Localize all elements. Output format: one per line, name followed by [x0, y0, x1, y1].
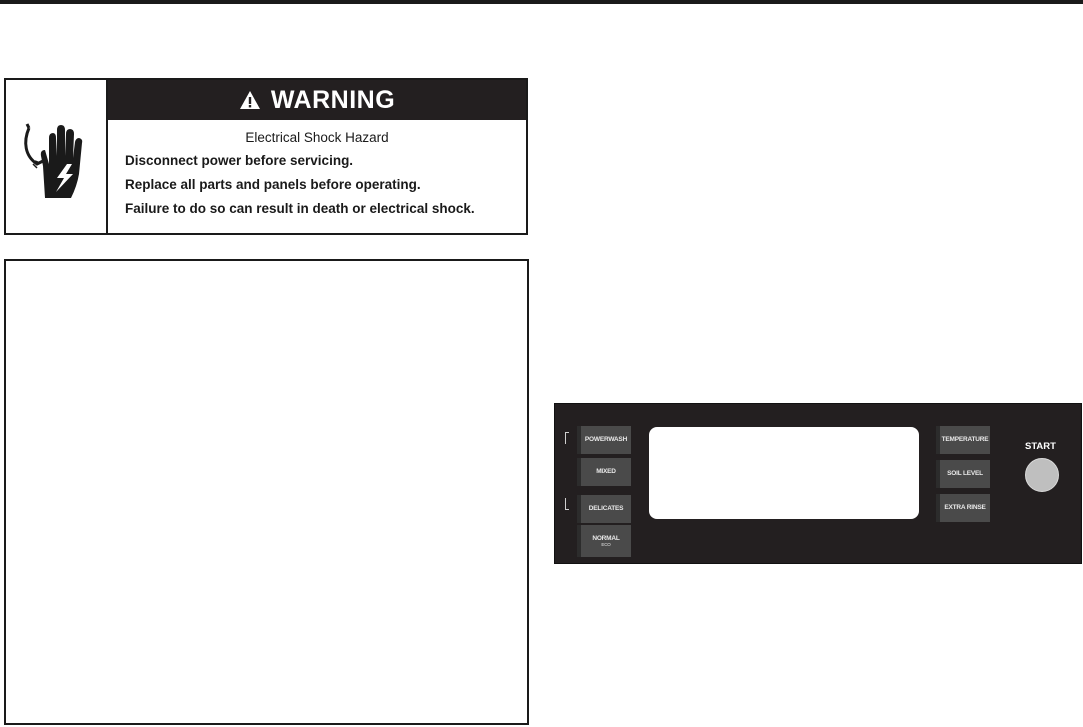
soil-level-label: SOIL LEVEL [947, 470, 983, 478]
display-screen [649, 427, 919, 519]
warning-label [4, 78, 528, 235]
temperature-label: TEMPERATURE [941, 436, 989, 444]
warning-header [108, 80, 526, 120]
powerwash-label: POWERWASH [584, 436, 628, 444]
temperature-button[interactable] [936, 426, 990, 454]
powerwash-button[interactable] [577, 426, 631, 454]
warning-line-replace: Replace all parts and panels before operating. [125, 177, 421, 192]
delicates-label: DELICATES [588, 505, 624, 513]
soil-level-button[interactable] [936, 460, 990, 488]
warning-title: WARNING [270, 85, 396, 114]
normal-sub-label: ECO [601, 542, 611, 548]
warning-body [108, 120, 526, 233]
electrical-shock-hand-icon-cell [6, 80, 108, 233]
extra-rinse-label: EXTRA RINSE [944, 504, 986, 512]
hazard-title: Electrical Shock Hazard [245, 130, 389, 145]
warning-line-failure: Failure to do so can result in death or electrical shock. [125, 201, 475, 216]
group-bracket-bottom [565, 498, 569, 510]
mixed-label: MIXED [596, 468, 616, 476]
start-button[interactable] [1025, 458, 1059, 492]
electrical-shock-hand-icon [21, 112, 91, 202]
delicates-button[interactable] [577, 495, 631, 523]
warning-triangle-icon [239, 90, 261, 110]
top-rule [0, 0, 1083, 4]
empty-content-frame [4, 259, 529, 725]
group-bracket-top [565, 432, 569, 444]
control-panel [554, 403, 1082, 564]
normal-label: NORMAL [592, 534, 620, 542]
normal-button[interactable] [577, 525, 631, 557]
warning-line-disconnect: Disconnect power before servicing. [125, 153, 354, 168]
start-label: START [1025, 441, 1056, 452]
extra-rinse-button[interactable] [936, 494, 990, 522]
mixed-button[interactable] [577, 458, 631, 486]
